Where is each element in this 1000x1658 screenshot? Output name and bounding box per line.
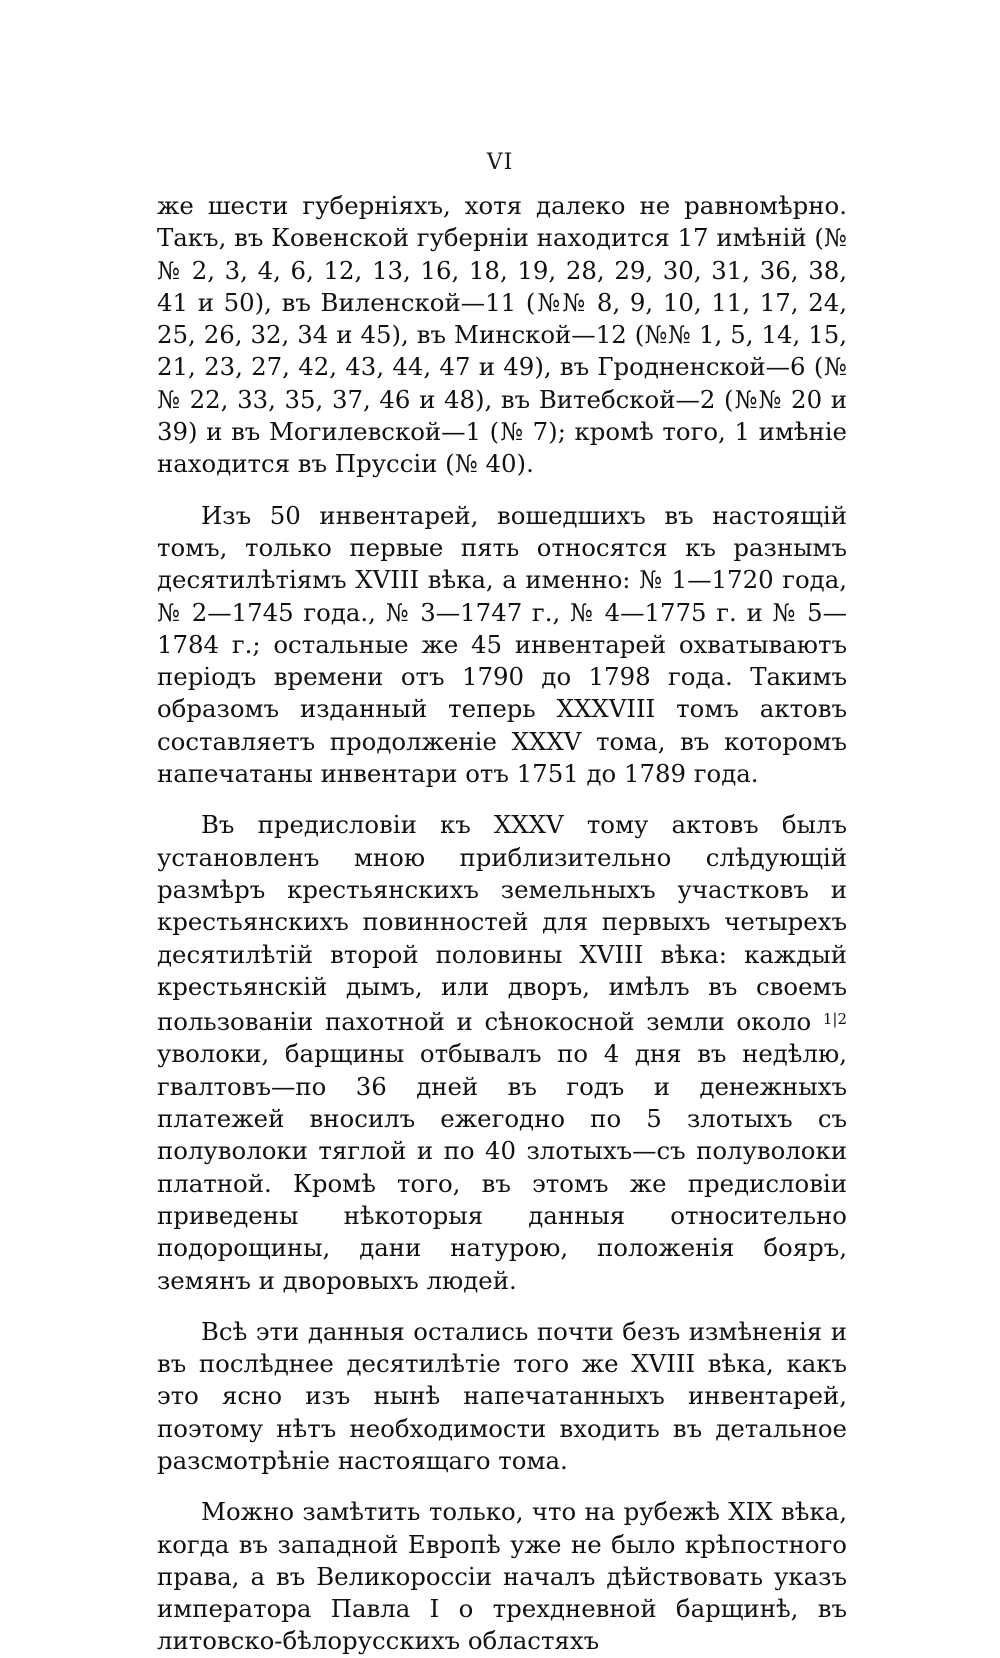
- fraction-half: 1|2: [822, 1010, 847, 1029]
- paragraph-peasant-duties: [157, 809, 847, 1296]
- paragraph-provinces: же шести губерніяхъ, хотя далеко не равномѣрно. Такъ, въ Ковенской губерніи находится 17 имѣній (№№ 2, 3, 4, 6, 12, 13, 16, 18, 19, 28, 29, 30, 31, 36, 38, 41 и 50), въ Виленской—11 (№№ 8, 9, 10, 11, 17, 24, 25, 26, 32, 34 и 45), въ Минской—12 (№№ 1, 5, 14, 15, 21, 23, 27, 42, 43, 44, 47 и 49), въ Гродненской—6 (№№ 22, 33, 35, 37, 46 и 48), въ Витебской—2 (№№ 20 и 39) и въ Могилевской—1 (№ 7); кромѣ того, 1 имѣніе находится въ Пруссіи (№ 40).: [157, 191, 847, 479]
- paragraph-no-changes: Всѣ эти данныя остались почти безъ измѣненія и въ послѣднее десятилѣтіе того же XVIII вѣка, какъ это ясно изъ нынѣ напечатанныхъ инвентарей, поэтому нѣтъ необходимости входить въ детальное разсмотрѣніе настоящаго тома.: [157, 1316, 847, 1475]
- paragraph-peasant-duties-part2: уволоки, барщины отбывалъ по 4 дня въ недѣлю, гвалтовъ—по 36 дней въ годъ и денежныхъ платежей вносилъ ежегодно по 5 злотыхъ съ полуволоки тяглой и по 40 злотыхъ—съ полуволоки платной. Кромѣ того, въ этомъ же предисловіи приведены нѣкоторыя данныя относительно подорощины, дани натурою, положенія бояръ, земянъ и дворовыхъ людей.: [157, 1039, 847, 1295]
- body-text: [157, 190, 847, 1658]
- paragraph-peasant-duties-part1: Въ предисловіи къ XXXV тому актовъ былъ установленъ мною приблизительно слѣдующій размѣръ крестьянскихъ земельныхъ участковъ и крестьянскихъ повинностей для первыхъ четырехъ десятилѣтій второй половины XVIII вѣка: каждый крестьянскій дымъ, или дворъ, имѣлъ въ своемъ пользованіи пахотной и сѣнокосной земли около: [157, 810, 847, 1037]
- paragraph-inventories: Изъ 50 инвентарей, вошедшихъ въ настоящій томъ, только первые пять относятся къ разнымъ десятилѣтіямъ XVIII вѣка, а именно: № 1—1720 года, № 2—1745 года., № 3—1747 г., № 4—1775 г. и № 5—1784 г.; остальные же 45 инвентарей охватываютъ періодъ времени отъ 1790 до 1798 года. Такимъ образомъ изданный теперь XXXVIII томъ актовъ составляетъ продолженіе XXXV тома, въ которомъ напечатаны инвентари отъ 1751 до 1789 года.: [157, 500, 847, 789]
- page-number: VI: [486, 150, 514, 175]
- paragraph-xix-century: Можно замѣтить только, что на рубежѣ XIX вѣка, когда въ западной Европѣ уже не было крѣпостного права, а въ Великороссіи началъ дѣйствовать указъ императора Павла I о трехдневной барщинѣ, въ литовско-бѣлорусскихъ областяхъ: [157, 1497, 847, 1656]
